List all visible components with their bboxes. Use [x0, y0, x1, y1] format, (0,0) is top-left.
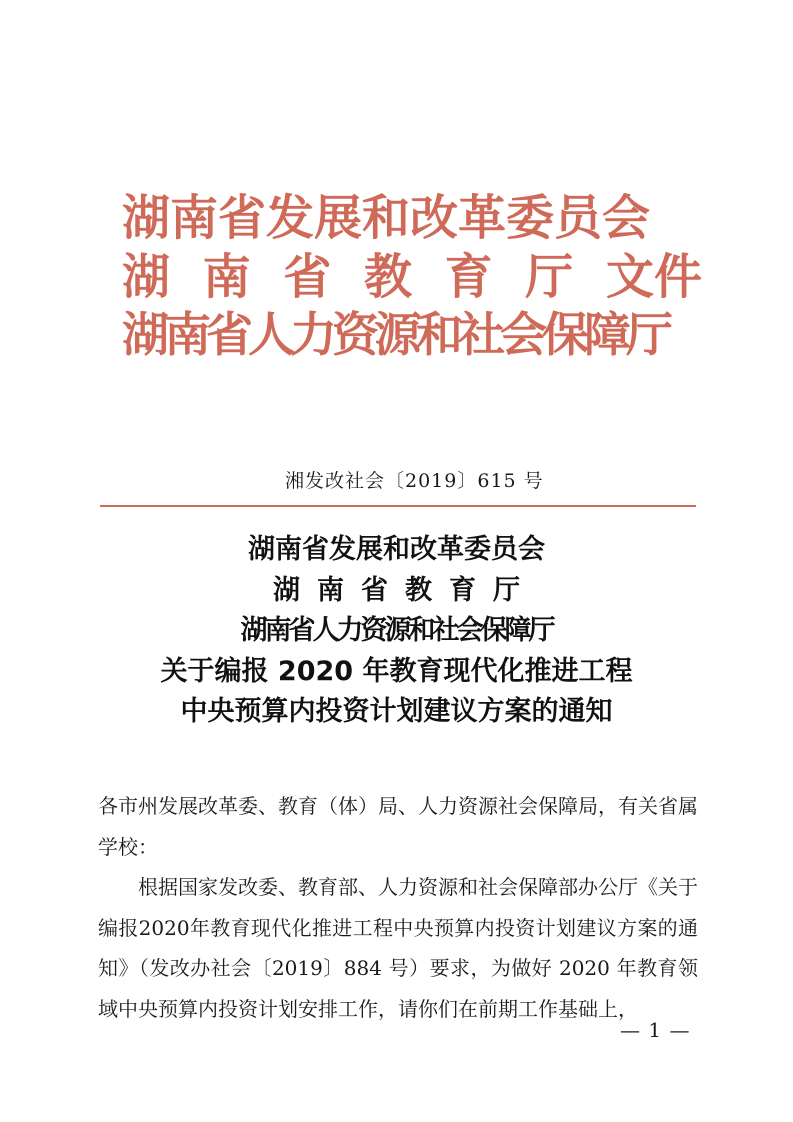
title-line-3: 湖南省人力资源和社会保障厅: [240, 615, 553, 646]
issuing-authority-header: [122, 190, 702, 367]
header-line-2: [122, 249, 702, 305]
title-line-4: 关于编报 2020 年教育现代化推进工程: [160, 655, 633, 687]
document-body: [98, 786, 698, 1029]
document-number: 湘发改社会〔2019〕615 号: [285, 470, 544, 492]
header-line-2-char: 厅: [525, 249, 574, 305]
header-line-3: 湖南省人力资源和社会保障厅: [122, 308, 668, 363]
header-line-2-char: 湖: [122, 249, 171, 305]
document-title: [90, 533, 703, 736]
title-line-5: 中央预算内投资计划建议方案的通知: [180, 696, 613, 727]
salutation: 各市州发展改革委、教育（体）局、人力资源社会保障局，有关省属学校：: [98, 794, 698, 859]
header-line-1: 湖南省发展和改革委员会: [122, 190, 651, 246]
body-paragraph: 根据国家发改委、教育部、人力资源和社会保障部办公厅《关于编报2020年教育现代化推进工程中央预算内投资计划建议方案的通知》（发改办社会〔2019〕884 号）要求，为做好 2020 年教育领域中央预算内投资计划安排工作，请你们在前期工作基础上，: [98, 875, 698, 1021]
header-line-2-char: 育: [444, 249, 493, 305]
page-number: — 1 —: [620, 1018, 691, 1042]
header-line-2-suffix: 文件: [605, 249, 702, 305]
title-line-2: 湖南省教育厅: [273, 574, 537, 606]
header-line-2-char: 教: [363, 249, 412, 305]
header-line-2-char: 省: [283, 249, 332, 305]
header-divider: [100, 505, 696, 507]
title-line-1: 湖南省发展和改革委员会: [248, 534, 545, 565]
header-line-2-char: 南: [202, 249, 251, 305]
